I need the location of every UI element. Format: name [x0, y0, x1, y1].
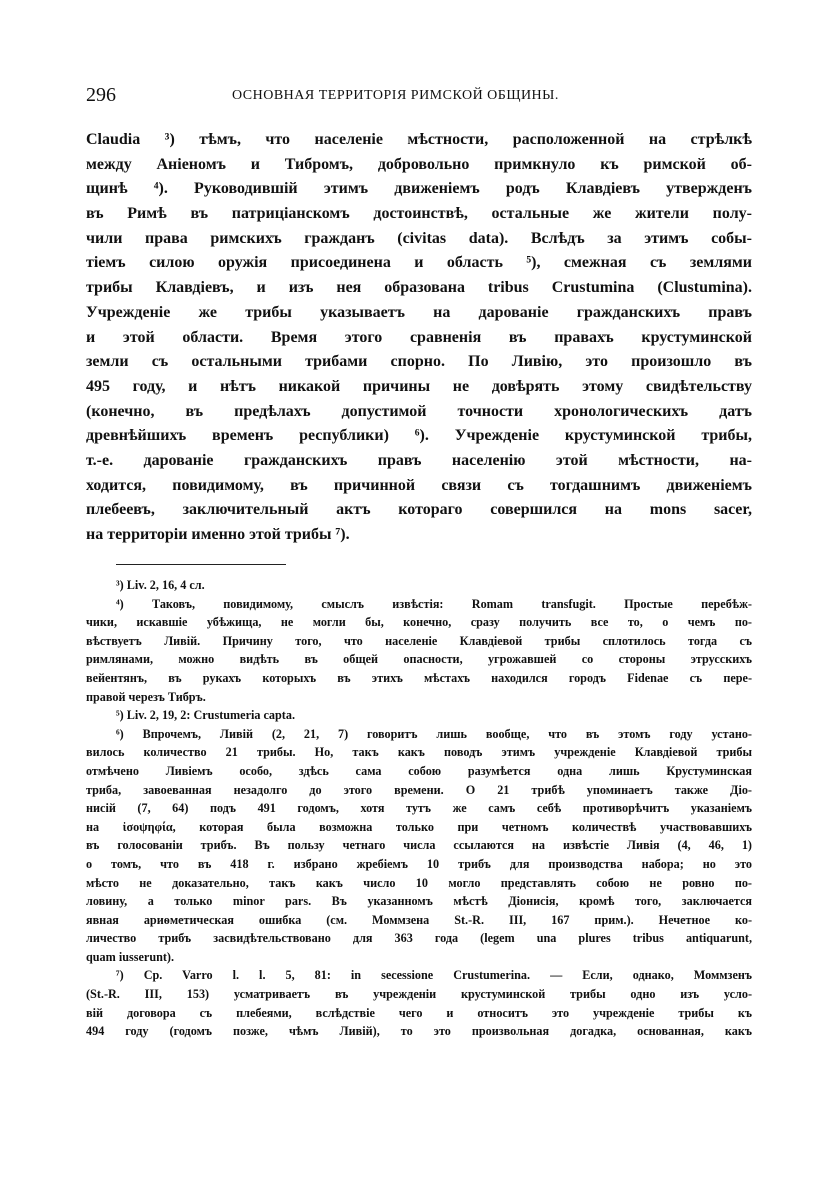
footnote-line: личество трибъ засвидѣтельствовано для 363 года (legem una plures tribus antiquarunt,: [86, 931, 752, 946]
footnote-line: на ἰσοψηφία, которая была возможна только при четномъ количествѣ участвовавшихъ: [86, 819, 752, 834]
running-head: ОСНОВНАЯ ТЕРРИТОРІЯ РИМСКОЙ ОБЩИНЫ.: [232, 88, 559, 103]
footnote-line: quam iusserunt).: [86, 949, 175, 964]
page-header: [86, 84, 752, 114]
footnote-line: вій договора съ плебеями, вслѣдствіе чего и относитъ это учрежденіе трибы къ: [86, 1005, 752, 1020]
footnote-line: вилось количество 21 трибы. Но, такъ какъ поводъ этимъ учрежденіе Клавдіевой трибы: [86, 745, 752, 760]
body-line: трибы Клавдіевъ, и изъ нея образована tribus Crustumina (Clustumina).: [86, 279, 752, 297]
footnote-line: ⁴) Таковъ, повидимому, смыслъ извѣстія: Romam transfugit. Простые перебѣж-: [116, 596, 752, 611]
footnote-6: [86, 725, 752, 967]
page-number: 296: [86, 84, 116, 106]
body-line: ходится, повидимому, въ причинной связи съ тогдашнимъ движеніемъ: [86, 476, 752, 494]
footnote-line: ³) Liv. 2, 16, 4 сл.: [116, 578, 205, 592]
body-line: щинѣ ⁴). Руководившій этимъ движеніемъ родъ Клавдіевъ утвержденъ: [86, 180, 752, 198]
body-line: т.-е. дарованіе гражданскихъ правъ населенію этой мѣстности, на-: [86, 451, 752, 469]
body-line: плебеевъ, заключительный актъ котораго совершился на mons sacer,: [86, 501, 752, 519]
footnote-line: 494 году (годомъ позже, чѣмъ Ливій), то это произвольная догадка, основанная, какъ: [86, 1024, 752, 1039]
footnote-line: вейентянъ, въ рукахъ которыхъ въ этихъ мѣстахъ находился городъ Fidenae съ пере-: [86, 670, 752, 685]
body-line: на территоріи именно этой трибы ⁷).: [86, 526, 350, 543]
body-line: земли съ остальными трибами спорно. По Ливію, это произошло въ: [86, 353, 752, 371]
body-line: Учрежденіе же трибы указываетъ на дарованіе гражданскихъ правъ: [86, 303, 752, 321]
body-line: 495 году, и нѣтъ никакой причины не довѣрять этому свидѣтельству: [86, 377, 752, 395]
body-line: чили права римскихъ гражданъ (civitas data). Вслѣдъ за этимъ собы-: [86, 229, 752, 247]
body-line: (конечно, въ предѣлахъ допустимой точности хронологическихъ датъ: [86, 402, 752, 420]
footnote-line: правой черезъ Тибръ.: [86, 689, 206, 704]
footnote-line: мѣсто не доказательно, такъ какъ число 10 могло представлять собою не ровно по-: [86, 875, 752, 890]
footnote-line: въ голосованіи трибъ. Въ пользу четнаго числа ссылаются на извѣстіе Ливія (4, 46, 1): [86, 838, 752, 853]
body-line: древнѣйшихъ временъ республики) ⁶). Учрежденіе крустуминской трибы,: [86, 427, 752, 445]
footnote-separator: [116, 564, 286, 565]
body-line: и этой области. Время этого сравненія въ правахъ крустуминской: [86, 328, 752, 346]
footnote-line: ⁷) Cp. Varro l. l. 5, 81: in secessione Crustumerina. — Если, однако, Моммзенъ: [116, 968, 752, 983]
main-text: [86, 128, 752, 548]
footnote-line: ⁶) Впрочемъ, Ливій (2, 21, 7) говоритъ лишь вообще, что въ этомъ году устано-: [116, 726, 752, 741]
footnote-line: отмѣчено Ливіемъ особо, здѣсь сама собою разумѣется одна лишь Крустуминская: [86, 763, 752, 778]
footnote-line: ловину, а только minor pars. Въ указанномъ мѣстѣ Діонисія, кромѣ того, заключается: [86, 894, 752, 909]
footnote-line: нисій (7, 64) подъ 491 годомъ, хотя тутъ же самъ себѣ противорѣчитъ указаніемъ: [86, 801, 752, 816]
footnote-line: ⁵) Liv. 2, 19, 2: Crustumeria capta.: [116, 708, 296, 723]
footnote-line: (St.-R. III, 153) усматриваетъ въ учрежденіи крустуминской трибы одно изъ усло-: [86, 987, 752, 1002]
footnote-7: [86, 966, 752, 1040]
footnote-4: [86, 595, 752, 707]
body-line: въ Римѣ въ патриціанскомъ достоинствѣ, остальные же жители полу-: [86, 205, 752, 223]
body-line: тіемъ силою оружія присоединена и область ⁵), смежная съ землями: [86, 254, 752, 272]
body-line: между Аніеномъ и Тибромъ, добровольно примкнуло къ римской об-: [86, 155, 752, 173]
footnote-line: триба, завоеванная незадолго до этого времени. О 21 трибѣ упоминаетъ также Діо-: [86, 782, 752, 797]
footnote-5: [86, 706, 752, 725]
footnote-line: чики, искавшіе убѣжища, не могли бы, конечно, сразу получить все то, о чемъ по-: [86, 615, 752, 630]
body-line: Claudia ³) тѣмъ, что населеніе мѣстности, расположенной на стрѣлкѣ: [86, 131, 752, 148]
footnote-line: о томъ, что въ 418 г. избрано жребіемъ 10 трибъ для производства набора; но это: [86, 856, 752, 871]
footnote-3: [86, 576, 752, 595]
footnotes: [86, 576, 752, 1041]
footnote-line: римлянами, можно видѣть въ общей опасности, угрожавшей со стороны этрусскихъ: [86, 652, 752, 667]
footnote-line: явная ариѳметическая ошибка (см. Моммзена St.-R. III, 167 прим.). Нечетное ко-: [86, 912, 752, 927]
footnote-line: вѣствуетъ Ливій. Причину того, что населеніе Клавдіевой трибы сплотилось тогда съ: [86, 633, 752, 648]
